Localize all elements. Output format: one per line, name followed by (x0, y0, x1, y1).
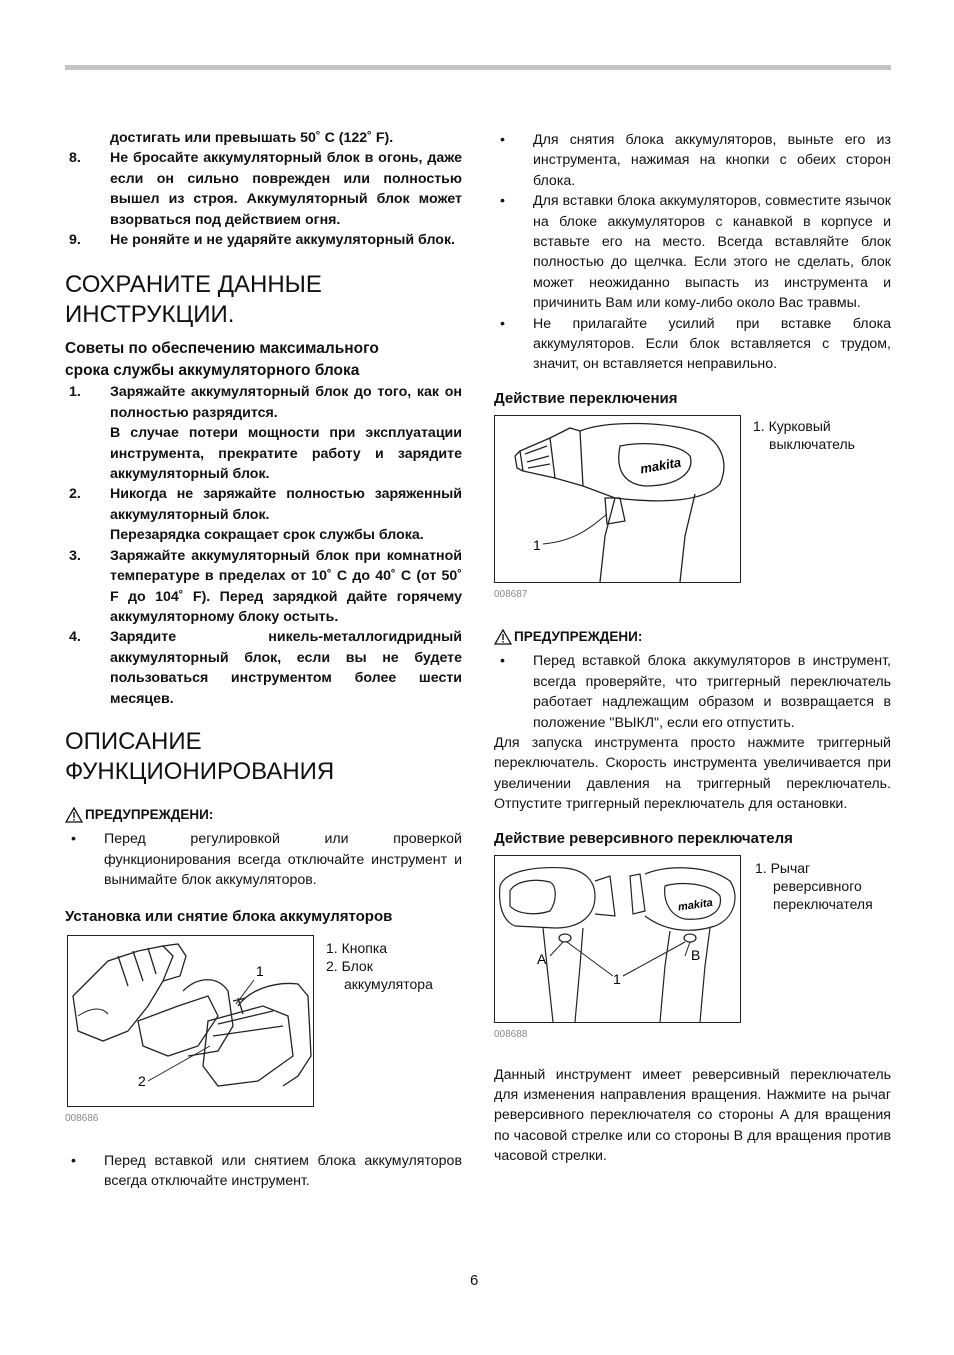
label-b: B (691, 946, 701, 963)
label-a: A (537, 950, 547, 967)
callout-1: 1 (613, 970, 621, 987)
figure-legend: 1. Курковый выключатель (753, 417, 855, 452)
callout-2: 2 (138, 1072, 146, 1089)
subheading-battery-tips: Советы по обеспечению максимального срока службы аккумуляторного блока (65, 340, 379, 380)
figure-frame (67, 935, 314, 1107)
figure-battery-install (65, 933, 462, 1124)
bullet-item: • Для вставки блока аккумуляторов, совместите язычок на блоке аккумуляторов с канавкой в корпусе и вставьте его на место. Всегда вставляйте блок полностью до щелчка. Если этого не сделать, блок может неожиданно выпасть из инструмента и причинить Вам или кому-либо около Вас травмы. (500, 193, 891, 312)
makita-brand-label: makita (639, 454, 683, 477)
list-item: 9. Не роняйте и не ударяйте аккумуляторный блок. (69, 232, 456, 249)
right-column (494, 130, 891, 1167)
heading-save-instructions: СОХРАНИТЕ ДАННЫЕ ИНСТРУКЦИИ. (65, 271, 322, 329)
callout-1: 1 (256, 962, 264, 979)
figure-trigger-switch (494, 415, 891, 611)
heading-functional-description: ОПИСАНИЕ ФУНКЦИОНИРОВАНИЯ (65, 727, 335, 785)
bullet-item: • Не прилагайте усилий при вставке блока аккумуляторов. Если блок вставляется с трудом, значит, он вставляется неправильно. (500, 315, 891, 373)
drill-trigger-illustration (495, 416, 740, 582)
warning-label: ПРЕДУПРЕЖДЕНИ: (494, 627, 891, 647)
figure-code: 008687 (494, 588, 528, 600)
left-column (65, 128, 462, 1191)
section-install-battery: Установка или снятие блока аккумуляторов (65, 907, 393, 925)
callout-1: 1 (533, 536, 541, 553)
list-item: 1. Заряжайте аккумуляторный блок до того, как он полностью разрядится. В случае потери мощности при эксплуатации инструмента, прекратите работу и зарядите аккумуляторный блок. (69, 384, 462, 483)
drill-battery-illustration (68, 936, 313, 1106)
list-item: 3. Заряжайте аккумуляторный блок при комнатной температуре в пределах от 10˚ C до 40˚ C (от 50˚ F до 104˚ F). Перед зарядкой дайте горячему аккумуляторному блоку остыть. (69, 547, 462, 625)
page-number: 6 (470, 1272, 479, 1289)
makita-brand-label: makita (677, 896, 714, 914)
figure-legend: 1. Рычаг реверсивного переключателя (755, 859, 873, 912)
section-reverse-switch: Действие реверсивного переключателя (494, 829, 793, 847)
list-item: 4. Зарядите никель-металлогидридный аккумуляторный блок, если вы не будете пользоваться инструментом более шести месяцев. (69, 629, 462, 707)
bullet-item: • Перед вставкой блока аккумуляторов в инструмент, всегда проверяйте, что триггерный переключатель работает надлежащим образом и возвращается в положение "ВЫКЛ", если его отпустить. (500, 653, 891, 731)
drill-reverse-illustration (495, 856, 740, 1022)
bullet-item: • Для снятия блока аккумуляторов, выньте его из инструмента, нажимая на кнопки с обеих сторон блока. (500, 132, 891, 189)
header-rule (65, 65, 891, 70)
list-item: 8. Не бросайте аккумуляторный блок в огонь, даже если он сильно поврежден или полностью вышел из строя. Аккумуляторный блок может взорваться под действием огня. (69, 150, 462, 228)
figure-frame (494, 855, 741, 1023)
figure-code: 008688 (494, 1028, 528, 1040)
list-item-continued: достигать или превышать 50˚ C (122˚ F). (110, 130, 394, 146)
figure-frame (494, 415, 741, 583)
figure-code: 008686 (65, 1112, 99, 1124)
list-item: 2. Никогда не заряжайте полностью заряженный аккумуляторный блок. Перезарядка сокращает срок службы блока. (69, 486, 462, 544)
figure-reverse-switch (494, 855, 891, 1065)
paragraph-reverse: Данный инструмент имеет реверсивный переключатель для изменения направления вращения. Нажмите на рычаг реверсивного переключателя со стороны A для вращения по часовой стрелке или со стороны B для вращения против часовой стрелки. (494, 1066, 891, 1165)
bullet-item: • Перед вставкой или снятием блока аккумуляторов всегда отключайте инструмент. (71, 1152, 462, 1189)
paragraph-switch: Для запуска инструмента просто нажмите триггерный переключатель. Скорость инструмента увеличивается при увеличении давления на триггерный переключатель. Отпустите триггерный переключатель для остановки. (494, 734, 891, 813)
warning-triangle-icon (494, 629, 512, 645)
bullet-item: • Перед регулировкой или проверкой функционирования всегда отключайте инструмент и вынимайте блок аккумуляторов. (71, 831, 462, 889)
section-switch-action: Действие переключения (494, 389, 678, 407)
figure-legend: 1. Кнопка 2. Блок аккумулятора (326, 939, 433, 992)
warning-triangle-icon (65, 807, 83, 823)
warning-label: ПРЕДУПРЕЖДЕНИ: (65, 805, 462, 825)
